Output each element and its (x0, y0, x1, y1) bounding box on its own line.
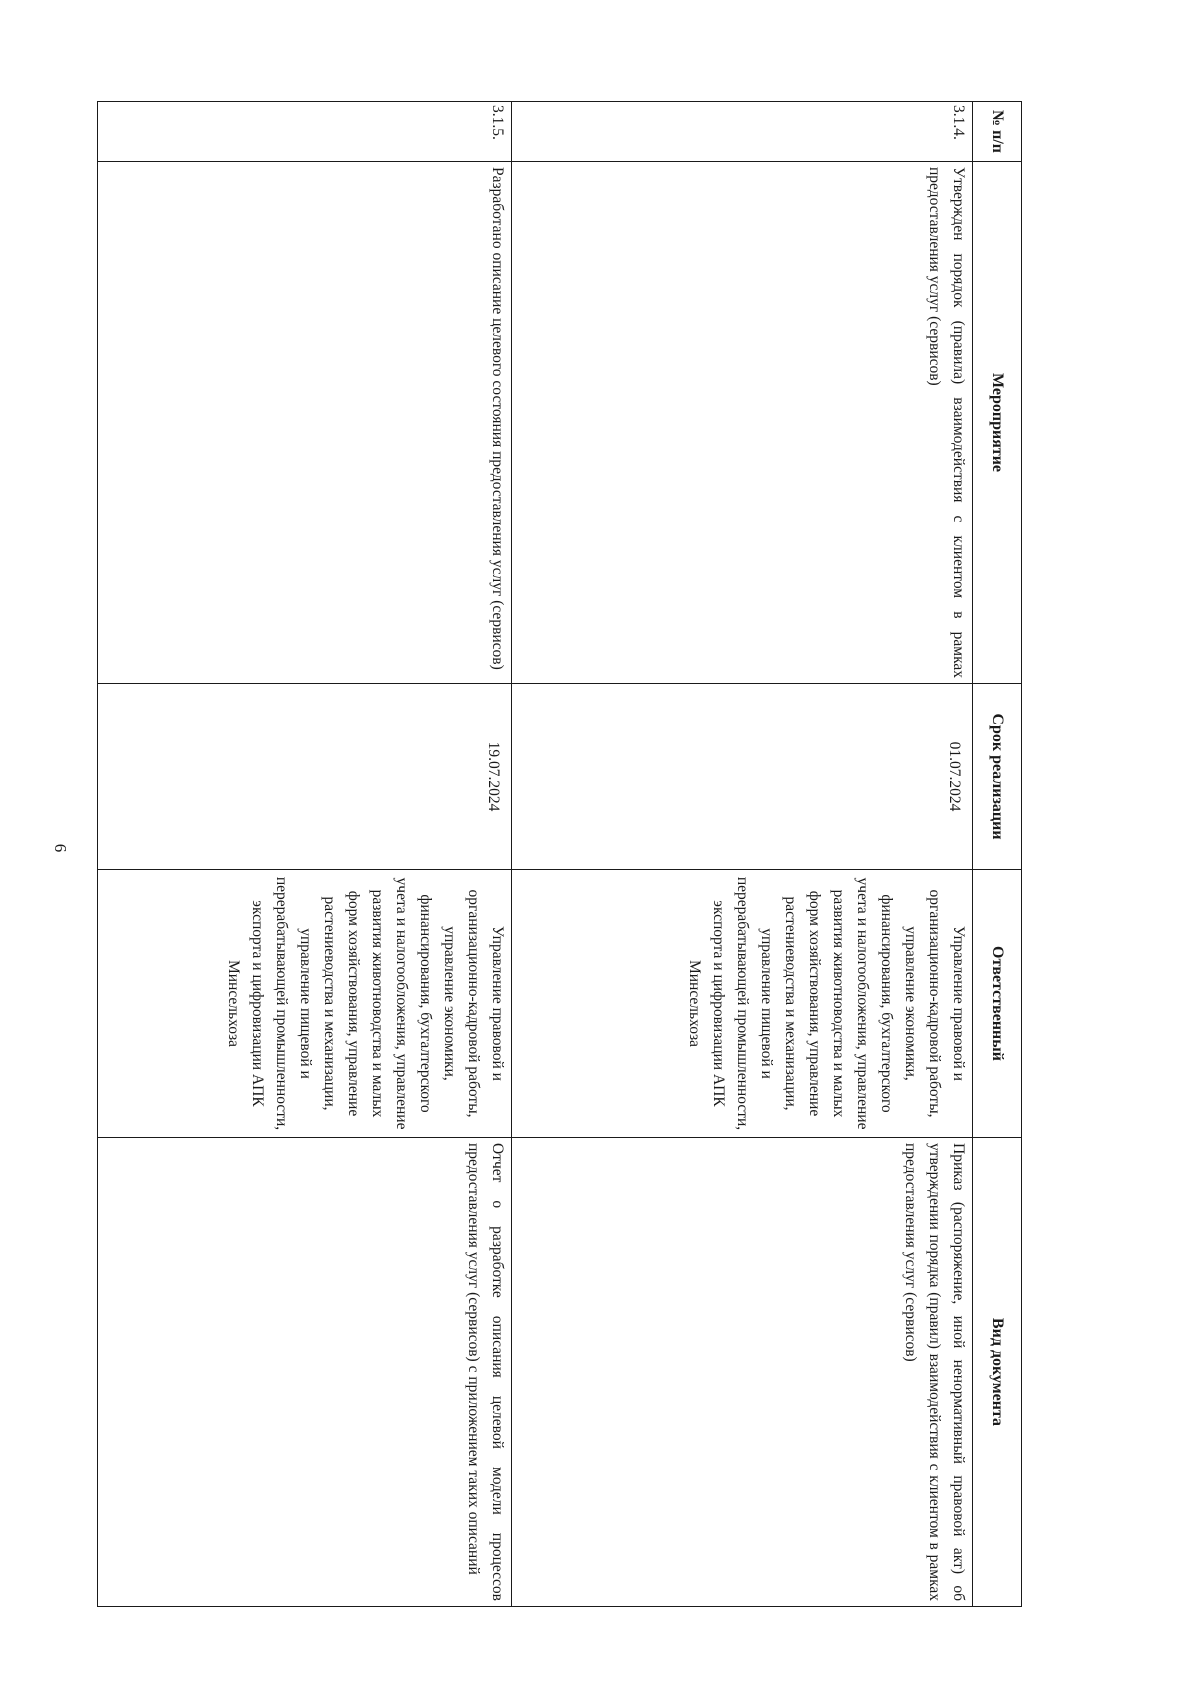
header-doc-type: Вид документа (973, 1138, 1022, 1607)
cell-doc-type: Приказ (распоряжение, иной ненормативный правовой акт) об утверждении порядка (правил) взаимодействия с клиентом в рамках предоставления услуг (сервисов) (512, 1138, 973, 1607)
table-row (98, 102, 512, 1607)
table-container (112, 101, 1022, 1606)
cell-num: 3.1.4. (512, 102, 973, 162)
cell-responsible: Управление правовой и организационно-кадровой работы, управление экономики, финансирования, бухгалтерского учета и налогообложения, управление развития животноводства и малых форм хозяйствования, управление растениеводства и механизации, управление пищевой и перерабатывающей промышленности, экспорта и цифровизации АПК Минсельхоза (98, 870, 512, 1138)
table-header-row (973, 102, 1022, 1607)
cell-responsible: Управление правовой и организационно-кадровой работы, управление экономики, финансирования, бухгалтерского учета и налогообложения, управление развития животноводства и малых форм хозяйствования, управление растениеводства и механизации, управление пищевой и перерабатывающей промышленности, экспорта и цифровизации АПК Минсельхоза (512, 870, 973, 1138)
cell-doc-type: Отчет о разработке описания целевой модели процессов предоставления услуг (сервисов) с приложением таких описаний (98, 1138, 512, 1607)
cell-event: Утвержден порядок (правила) взаимодействия с клиентом в рамках предоставления услуг (сервисов) (512, 162, 973, 684)
measures-table (97, 101, 1022, 1607)
cell-deadline: 01.07.2024 (512, 684, 973, 870)
header-num: № п/п (973, 102, 1022, 162)
cell-event: Разработано описание целевого состояния предоставления услуг (сервисов) (98, 162, 512, 684)
page-number: 6 (51, 843, 70, 853)
header-responsible: Ответственный (973, 870, 1022, 1138)
table-row (512, 102, 973, 1607)
cell-num: 3.1.5. (98, 102, 512, 162)
rotated-table (112, 101, 1022, 1606)
header-event: Мероприятие (973, 162, 1022, 684)
cell-deadline: 19.07.2024 (98, 684, 512, 870)
header-deadline: Срок реализации (973, 684, 1022, 870)
